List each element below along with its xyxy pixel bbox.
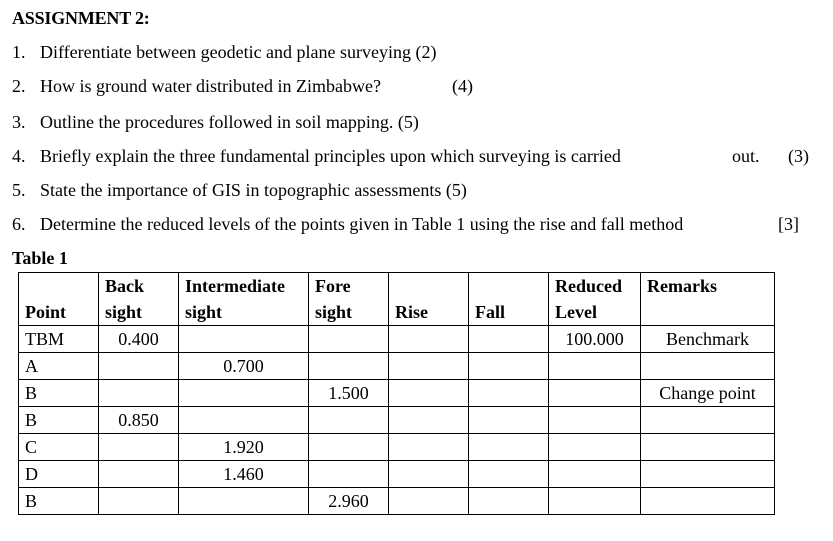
question-number: 1.: [12, 42, 26, 62]
table-cell: [389, 461, 469, 488]
question-marks: (4): [452, 76, 473, 96]
table-header-cell: Back: [99, 273, 179, 300]
table-header-cell: Fore: [309, 273, 389, 300]
question-3: [12, 112, 419, 133]
question-text: How is ground water distributed in Zimbabwe?: [40, 76, 381, 96]
question-text: Determine the reduced levels of the points given in Table 1 using the rise and fall method: [40, 214, 684, 234]
table-cell: C: [19, 434, 99, 461]
table-cell: [469, 380, 549, 407]
question-1: [12, 42, 437, 63]
question-tail: out.: [732, 146, 760, 166]
table-row: [19, 380, 775, 407]
table-cell: [309, 353, 389, 380]
table-header-cell: sight: [99, 299, 179, 326]
question-marks: [3]: [778, 214, 799, 234]
table-cell: [549, 434, 641, 461]
table-header-cell: [19, 273, 99, 300]
table-row: [19, 326, 775, 353]
table-row: [19, 407, 775, 434]
question-number: 3.: [12, 112, 26, 132]
table-cell: [389, 326, 469, 353]
table-cell: [179, 380, 309, 407]
table-cell: 0.700: [179, 353, 309, 380]
table-cell: [549, 461, 641, 488]
table-cell: [641, 407, 775, 434]
table-cell: [99, 461, 179, 488]
table-caption: Table 1: [12, 248, 68, 268]
table-header-cell: sight: [179, 299, 309, 326]
table-cell: [309, 326, 389, 353]
table-cell: [99, 488, 179, 515]
question-number: 2.: [12, 76, 26, 96]
table-cell: 0.400: [99, 326, 179, 353]
table-cell: D: [19, 461, 99, 488]
table-cell: [549, 488, 641, 515]
table-cell: [641, 461, 775, 488]
table-cell: [179, 488, 309, 515]
table-cell: [99, 353, 179, 380]
table-cell: [389, 353, 469, 380]
table-cell: [309, 434, 389, 461]
table-cell: [179, 407, 309, 434]
table-cell: [389, 407, 469, 434]
table-cell: [179, 326, 309, 353]
table-cell: TBM: [19, 326, 99, 353]
table-header-row: [19, 299, 775, 326]
table-cell: [469, 461, 549, 488]
table-cell: [469, 326, 549, 353]
table-cell: [469, 353, 549, 380]
table-header-row: [19, 273, 775, 300]
table-row: [19, 488, 775, 515]
table-cell: Benchmark: [641, 326, 775, 353]
table-row: [19, 434, 775, 461]
table-cell: [309, 461, 389, 488]
table-cell: [469, 488, 549, 515]
question-text: Differentiate between geodetic and plane surveying (2): [40, 42, 437, 62]
table-cell: [389, 488, 469, 515]
table-row: [19, 461, 775, 488]
table-cell: 1.920: [179, 434, 309, 461]
question-5: [12, 180, 467, 201]
question-number: 6.: [12, 214, 26, 234]
table-cell: [469, 407, 549, 434]
question-4: [12, 146, 809, 167]
question-2: [12, 76, 473, 97]
table-cell: 1.500: [309, 380, 389, 407]
table-header-cell: Reduced: [549, 273, 641, 300]
table-header-cell: Intermediate: [179, 273, 309, 300]
table-header-cell: [389, 273, 469, 300]
assignment-heading: ASSIGNMENT 2:: [12, 8, 150, 28]
table-cell: [641, 488, 775, 515]
question-number: 5.: [12, 180, 26, 200]
table-header-cell: [641, 299, 775, 326]
table-cell: B: [19, 380, 99, 407]
table-header-cell: [469, 273, 549, 300]
table-cell: [641, 353, 775, 380]
question-text: Outline the procedures followed in soil mapping. (5): [40, 112, 419, 132]
table-cell: [641, 434, 775, 461]
table-cell: [99, 380, 179, 407]
levels-table: [18, 272, 775, 515]
table-cell: [99, 434, 179, 461]
table-header-cell: Fall: [469, 299, 549, 326]
question-number: 4.: [12, 146, 26, 166]
table-cell: [549, 407, 641, 434]
table-cell: [389, 380, 469, 407]
question-marks: (3): [788, 146, 809, 166]
table-cell: 1.460: [179, 461, 309, 488]
table-cell: 100.000: [549, 326, 641, 353]
table-cell: [549, 353, 641, 380]
table-cell: [469, 434, 549, 461]
table-row: [19, 353, 775, 380]
table-cell: B: [19, 488, 99, 515]
table-cell: B: [19, 407, 99, 434]
table-cell: [549, 380, 641, 407]
table-cell: [309, 407, 389, 434]
table-cell: 2.960: [309, 488, 389, 515]
question-text: Briefly explain the three fundamental principles upon which surveying is carried: [40, 146, 621, 166]
question-6: [12, 214, 799, 235]
table-header-cell: sight: [309, 299, 389, 326]
question-text: State the importance of GIS in topographic assessments (5): [40, 180, 467, 200]
table-cell: [389, 434, 469, 461]
table-header-cell: Point: [19, 299, 99, 326]
table-header-cell: Remarks: [641, 273, 775, 300]
table-header-cell: Level: [549, 299, 641, 326]
table-cell: Change point: [641, 380, 775, 407]
table-header-cell: Rise: [389, 299, 469, 326]
table-cell: 0.850: [99, 407, 179, 434]
table-cell: A: [19, 353, 99, 380]
